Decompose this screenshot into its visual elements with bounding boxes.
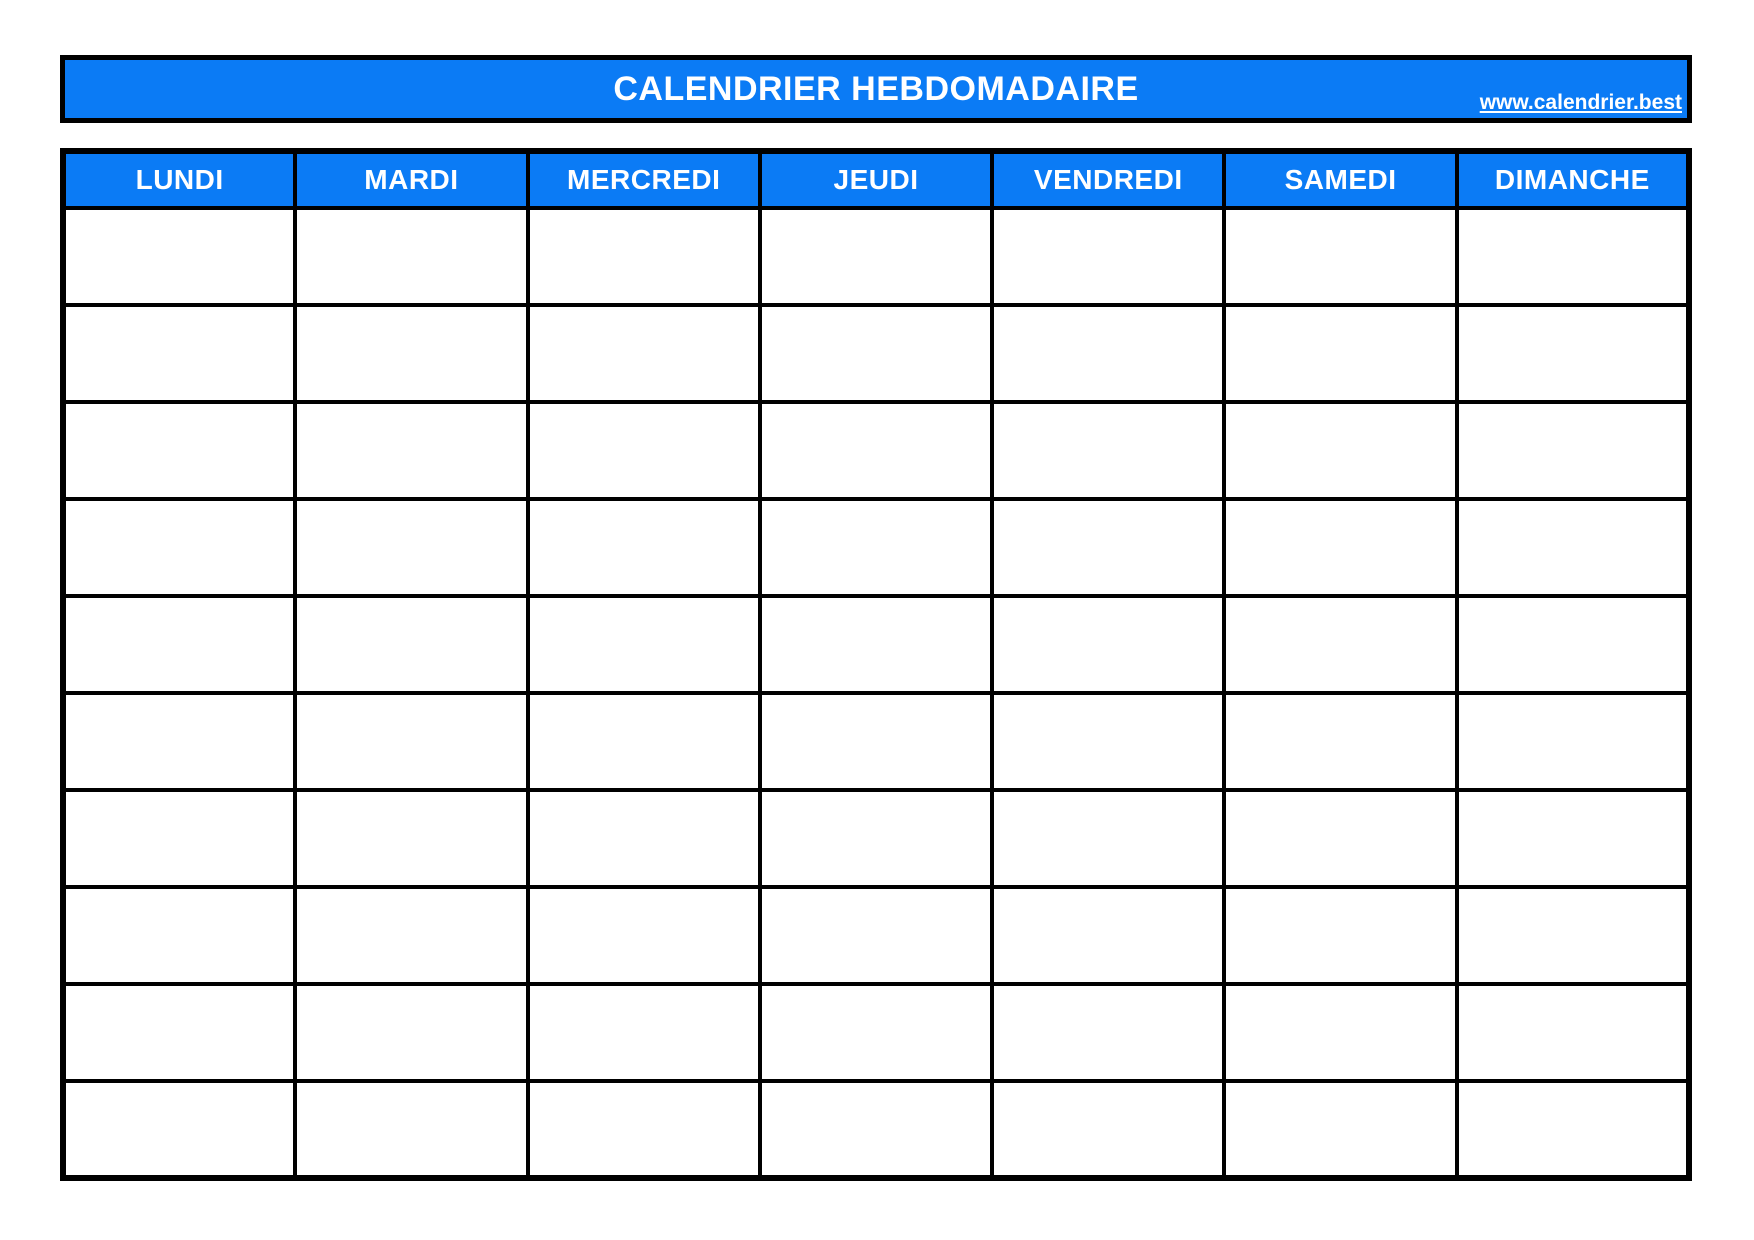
calendar-cell-empty xyxy=(528,305,760,402)
calendar-cell-empty xyxy=(1457,887,1689,984)
calendar-cell-empty xyxy=(528,402,760,499)
calendar-cell-empty xyxy=(1457,790,1689,887)
calendar-cell-empty xyxy=(992,1081,1224,1178)
calendar-cell-empty xyxy=(1457,208,1689,305)
calendar-cell-empty xyxy=(295,596,527,693)
calendar-cell-empty xyxy=(1457,984,1689,1081)
calendar-cell-empty xyxy=(528,1081,760,1178)
calendar-cell-empty xyxy=(295,693,527,790)
calendar-cell-empty xyxy=(992,402,1224,499)
calendar-cell-empty xyxy=(992,693,1224,790)
day-header-dimanche: DIMANCHE xyxy=(1457,151,1689,208)
day-header-vendredi: VENDREDI xyxy=(992,151,1224,208)
day-header-mercredi: MERCREDI xyxy=(528,151,760,208)
calendar-cell-empty xyxy=(63,693,295,790)
calendar-cell-empty xyxy=(992,887,1224,984)
day-header-jeudi: JEUDI xyxy=(760,151,992,208)
calendar-cell-empty xyxy=(1224,887,1456,984)
calendar-cell-empty xyxy=(760,1081,992,1178)
calendar-week-row xyxy=(63,305,1689,402)
calendar-week-row xyxy=(63,596,1689,693)
calendar-cell-empty xyxy=(1224,305,1456,402)
calendar-week-row xyxy=(63,499,1689,596)
calendar-cell-empty xyxy=(63,305,295,402)
calendar-cell-empty xyxy=(992,596,1224,693)
calendar-week-row xyxy=(63,790,1689,887)
calendar-cell-empty xyxy=(1457,499,1689,596)
website-link[interactable]: www.calendrier.best xyxy=(1479,91,1682,114)
calendar-cell-empty xyxy=(295,984,527,1081)
calendar-cell-empty xyxy=(295,402,527,499)
calendar-cell-empty xyxy=(1457,693,1689,790)
calendar-cell-empty xyxy=(1224,596,1456,693)
calendar-cell-empty xyxy=(295,887,527,984)
calendar-cell-empty xyxy=(528,499,760,596)
calendar-header xyxy=(63,151,1689,208)
calendar-cell-empty xyxy=(295,305,527,402)
calendar-week-row xyxy=(63,1081,1689,1178)
calendar-cell-empty xyxy=(760,790,992,887)
day-header-lundi: LUNDI xyxy=(63,151,295,208)
calendar-cell-empty xyxy=(760,693,992,790)
day-header-mardi: MARDI xyxy=(295,151,527,208)
calendar-cell-empty xyxy=(528,790,760,887)
calendar-cell-empty xyxy=(63,887,295,984)
weekly-calendar-table xyxy=(60,148,1692,1181)
day-header-row xyxy=(63,151,1689,208)
calendar-cell-empty xyxy=(760,305,992,402)
calendar-cell-empty xyxy=(528,984,760,1081)
calendar-cell-empty xyxy=(1457,1081,1689,1178)
calendar-week-row xyxy=(63,984,1689,1081)
calendar-cell-empty xyxy=(992,790,1224,887)
calendar-cell-empty xyxy=(63,596,295,693)
calendar-cell-empty xyxy=(992,208,1224,305)
calendar-cell-empty xyxy=(992,305,1224,402)
calendar-body xyxy=(63,208,1689,1178)
calendar-cell-empty xyxy=(760,208,992,305)
calendar-cell-empty xyxy=(992,499,1224,596)
title-banner xyxy=(60,55,1692,123)
calendar-cell-empty xyxy=(295,1081,527,1178)
calendar-cell-empty xyxy=(1457,596,1689,693)
calendar-cell-empty xyxy=(760,402,992,499)
calendar-cell-empty xyxy=(1224,1081,1456,1178)
calendar-cell-empty xyxy=(63,1081,295,1178)
calendar-week-row xyxy=(63,402,1689,499)
calendar-cell-empty xyxy=(1224,402,1456,499)
calendar-cell-empty xyxy=(1224,790,1456,887)
calendar-cell-empty xyxy=(1224,984,1456,1081)
calendar-cell-empty xyxy=(1457,402,1689,499)
calendar-cell-empty xyxy=(760,499,992,596)
calendar-cell-empty xyxy=(1457,305,1689,402)
calendar-week-row xyxy=(63,693,1689,790)
day-header-samedi: SAMEDI xyxy=(1224,151,1456,208)
calendar-cell-empty xyxy=(528,887,760,984)
calendar-cell-empty xyxy=(760,984,992,1081)
calendar-cell-empty xyxy=(992,984,1224,1081)
calendar-cell-empty xyxy=(63,790,295,887)
calendar-cell-empty xyxy=(760,596,992,693)
calendar-cell-empty xyxy=(295,208,527,305)
calendar-cell-empty xyxy=(63,208,295,305)
calendar-cell-empty xyxy=(1224,208,1456,305)
calendar-cell-empty xyxy=(1224,693,1456,790)
calendar-cell-empty xyxy=(528,596,760,693)
calendar-cell-empty xyxy=(528,208,760,305)
page-title: CALENDRIER HEBDOMADAIRE xyxy=(613,69,1139,108)
calendar-cell-empty xyxy=(1224,499,1456,596)
calendar-cell-empty xyxy=(295,499,527,596)
calendar-cell-empty xyxy=(295,790,527,887)
calendar-cell-empty xyxy=(63,499,295,596)
calendar-cell-empty xyxy=(63,402,295,499)
calendar-cell-empty xyxy=(760,887,992,984)
calendar-cell-empty xyxy=(528,693,760,790)
calendar-week-row xyxy=(63,208,1689,305)
calendar-cell-empty xyxy=(63,984,295,1081)
calendar-week-row xyxy=(63,887,1689,984)
